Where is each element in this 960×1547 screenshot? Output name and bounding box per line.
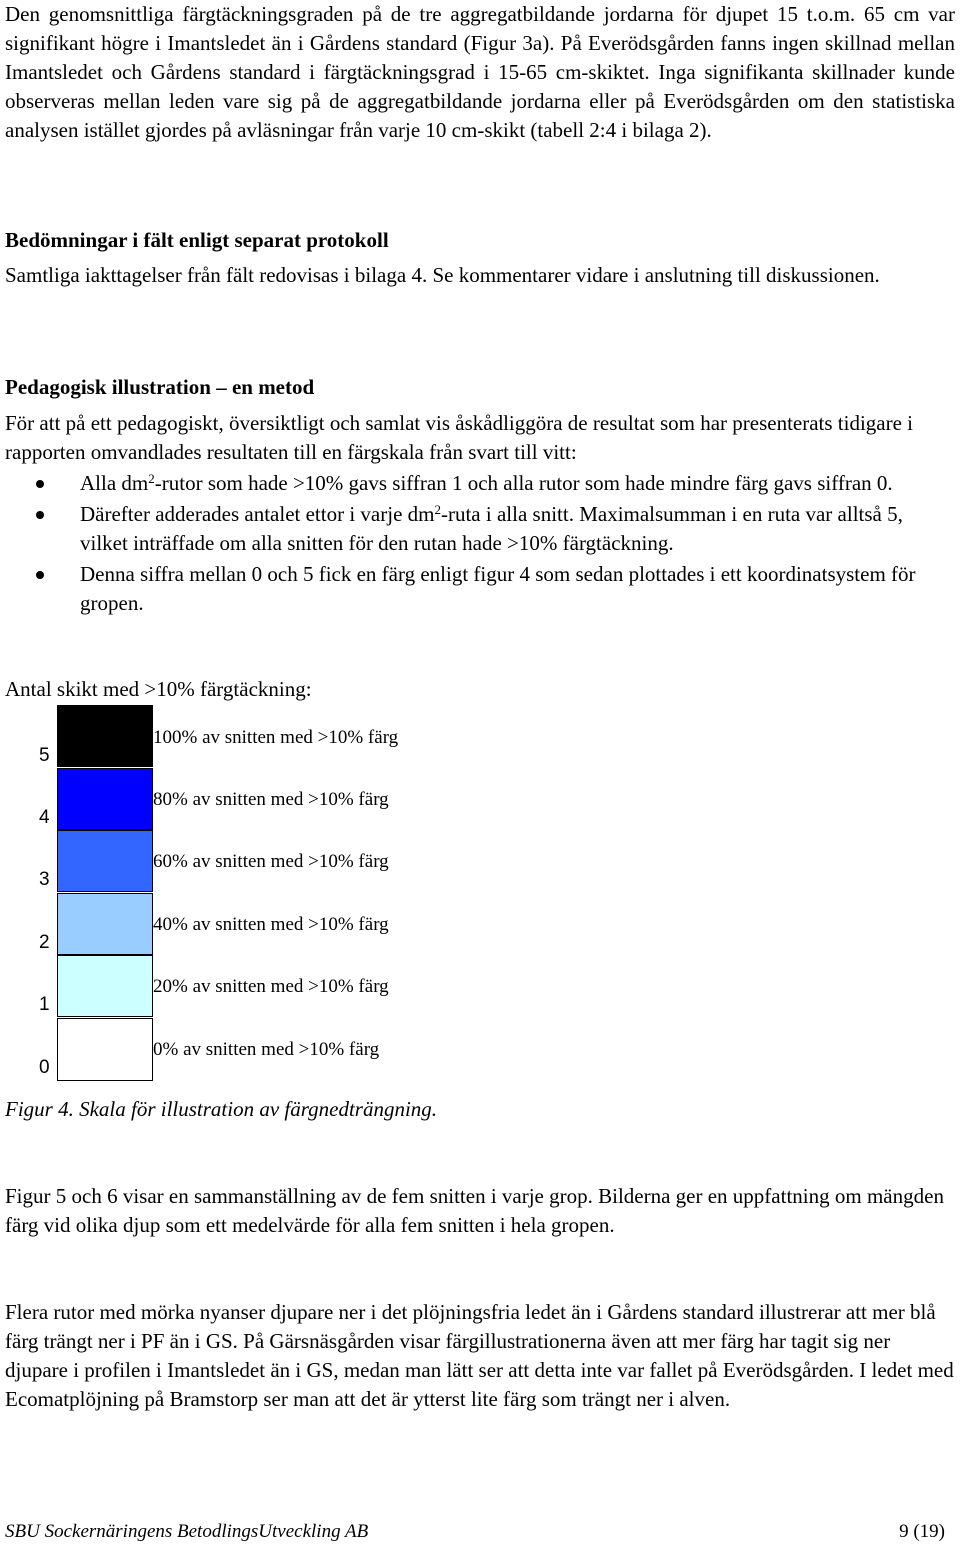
scale-label: 60% av snitten med >10% färg (153, 851, 389, 872)
list-item: Alla $dm^2$-rutor som hade >10% gavs siffran 1 och alla rutor som hade mindre färg gavs siffran 0. (5, 469, 955, 498)
figures-summary-paragraph: Figur 5 och 6 visar en sammanställning av de fem snitten i varje grop. Bilderna ger en uppfattning om mängden färg vid olika djup som ett medelvärde för alla fem snitten i hela gropen. (5, 1184, 944, 1237)
scale-swatch (57, 768, 153, 830)
color-scale-legend (5, 705, 605, 1085)
field-assessment-paragraph: Samtliga iakttagelser från fält redovisas i bilaga 4. Se kommentarer vidare i anslutning till diskussionen. (5, 263, 880, 287)
scale-value: 3 (39, 869, 50, 890)
scale-label: 40% av snitten med >10% färg (153, 914, 389, 935)
scale-value: 5 (39, 745, 50, 766)
footer-organization: SBU Sockernäringens BetodlingsUtveckling AB (5, 1521, 369, 1542)
scale-swatch (57, 893, 153, 955)
scale-swatch (57, 1018, 153, 1081)
scale-heading: Antal skikt med >10% färgtäckning: (5, 677, 312, 701)
results-paragraph: Flera rutor med mörka nyanser djupare ner i det plöjningsfria ledet än i Gårdens standard illustrerar att mer blå färg trängt ner i PF än i GS. På Gärsnäsgården visar färgillustrationerna även att mer färg har tagit sig ner djupare i profilen i Imantsledet än i GS, medan man lätt ser att detta inte var fallet på Everödsgården. I ledet med Ecomatplöjning på Bramstorp ser man att det är ytterst lite färg som trängt ner i alven. (5, 1300, 954, 1411)
bullet-icon (36, 511, 44, 519)
intro-paragraph: Den genomsnittliga färgtäckningsgraden på de tre aggregatbildande jordarna för djupet 15 t.o.m. 65 cm var signifikant högre i Imantsledet än i Gårdens standard (Figur 3a). På Everödsgården fanns ingen skillnad mellan Imantsledet och Gårdens standard i färgtäckningsgrad i 15-65 cm-skiktet. Inga signifikanta skillnader kunde observeras mellan leden vare sig på de aggregatbildande jordarna eller på Everödsgården om den statistiska analysen istället gjordes på avläsningar från varje 10 cm-skikt (tabell 2:4 i bilaga 2). (5, 2, 955, 142)
list-item: Därefter adderades antalet ettor i varje $dm^2$-ruta i alla snitt. Maximalsumman i en ruta var alltså 5, vilket inträffade om alla snitten för den rutan hade >10% färgtäckning. (5, 500, 955, 558)
scale-label: 100% av snitten med >10% färg (153, 727, 399, 748)
pedagogical-paragraph: För att på ett pedagogiskt, översiktligt och samlat vis åskådliggöra de resultat som har presenterats tidigare i rapporten omvandlades resultaten till en färgskala från svart till vitt: (5, 411, 914, 464)
scale-swatch (57, 955, 153, 1017)
scale-swatch (57, 705, 153, 767)
scale-value: 2 (39, 932, 50, 953)
scale-label: 20% av snitten med >10% färg (153, 976, 389, 997)
method-bullet-list (5, 469, 955, 620)
bullet-icon (36, 480, 44, 488)
scale-label: 80% av snitten med >10% färg (153, 789, 389, 810)
scale-value: 4 (39, 807, 50, 828)
footer-page-number: 9 (19) (899, 1521, 945, 1542)
scale-swatch (57, 830, 153, 892)
scale-value: 1 (39, 994, 50, 1015)
section-heading-pedagogical: Pedagogisk illustration – en metod (5, 375, 315, 399)
list-item: Denna siffra mellan 0 och 5 fick en färg enligt figur 4 som sedan plottades i ett koordinatsystem för gropen. (5, 560, 955, 618)
scale-value: 0 (39, 1057, 50, 1078)
bullet-icon (36, 571, 44, 579)
figure-caption: Figur 4. Skala för illustration av färgnedträngning. (5, 1097, 438, 1121)
scale-label: 0% av snitten med >10% färg (153, 1039, 380, 1060)
section-heading-field-assessment: Bedömningar i fält enligt separat protokoll (5, 228, 389, 252)
